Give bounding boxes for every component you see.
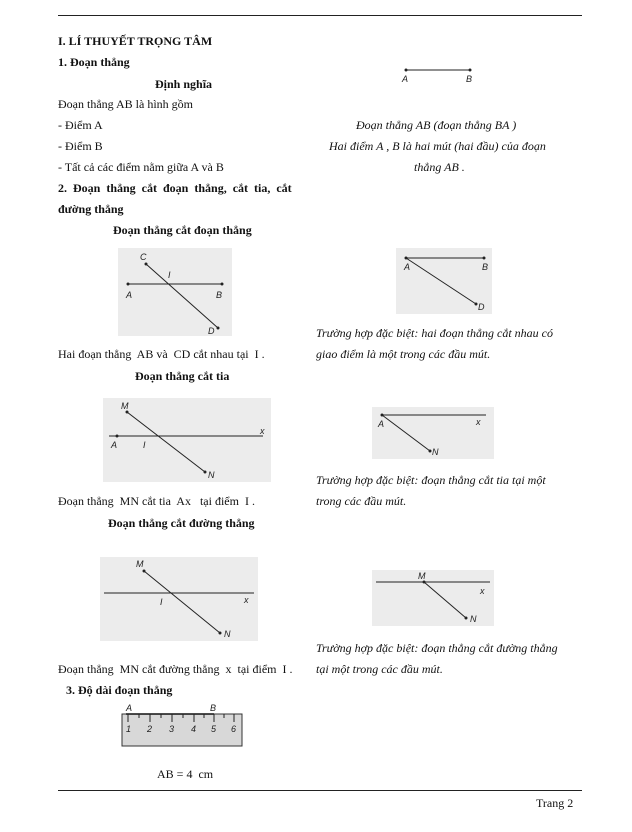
label-n: N [470, 614, 477, 624]
label-a: A [404, 262, 411, 272]
segments-endpoint-figure [396, 248, 492, 314]
ruler-tick-4: 4 [191, 724, 197, 734]
label-i: I [160, 597, 163, 607]
def-line-2: - Điểm A [58, 118, 103, 132]
label-n: N [208, 470, 215, 480]
segment-ray-figure [103, 398, 271, 482]
label-x: x [244, 595, 249, 605]
ruler-tick-2: 2 [147, 724, 153, 734]
ruler-tick-1: 1 [126, 724, 132, 734]
def-line-3: - Điểm B [58, 139, 103, 153]
sub1-special-1: Trường hợp đặc biệt: hai đoạn thẳng cắt nhau có [316, 326, 554, 340]
heading-2-line2: đường thẳng [58, 202, 124, 216]
segments-cross-figure [118, 248, 232, 336]
fig-label-b: B [466, 74, 473, 84]
fig-label-a: A [402, 74, 409, 84]
heading-1: 1. Đoạn thẳng [58, 55, 130, 69]
sub3-special-1: Trường hợp đặc biệt: đoạn thẳng cắt đường thẳng [316, 641, 558, 655]
label-x: x [476, 417, 481, 427]
label-a: A [111, 440, 118, 450]
label-m: M [136, 559, 144, 569]
sub3-title: Đoạn thẳng cắt đường thẳng [108, 516, 255, 530]
bottom-rule [58, 790, 582, 791]
label-x: x [480, 586, 485, 596]
top-rule [58, 15, 582, 16]
segment-caption-2: Hai điểm A , B là hai mút (hai đầu) của đoạn [329, 139, 546, 153]
label-d: D [478, 302, 485, 312]
label-a: A [126, 290, 133, 300]
sub1-special-2: giao điểm là một trong các đầu mút. [316, 347, 491, 361]
page-number: Trang 2 [536, 796, 574, 810]
label-m: M [121, 401, 129, 411]
line-endpoint-figure [372, 570, 494, 626]
ray-endpoint-figure [372, 407, 494, 459]
label-b: B [482, 262, 489, 272]
segment-figure [398, 64, 480, 84]
label-a: A [378, 419, 385, 429]
sub2-title: Đoạn thẳng cắt tia [135, 369, 230, 383]
label-n: N [432, 447, 439, 457]
sub1-title: Đoạn thẳng cắt đoạn thẳng [113, 223, 252, 237]
definition-title: Định nghĩa [155, 77, 213, 91]
ruler-figure [120, 702, 244, 748]
def-line-4: - Tất cả các điểm nằm giữa A và B [58, 160, 224, 174]
segment-line-figure [100, 557, 258, 641]
sub2-caption: Đoạn thẳng MN cắt tia Ax tại điểm I . [58, 494, 255, 508]
heading-3: 3. Độ dài đoạn thẳng [66, 683, 173, 697]
sub1-caption: Hai đoạn thẳng AB và CD cắt nhau tại I . [58, 347, 265, 361]
heading-2-line1: 2. Đoạn thẳng cắt đoạn thẳng, cắt tia, cắt [58, 181, 292, 195]
sub2-special-1: Trường hợp đặc biệt: đoạn thẳng cắt tia tại một [316, 473, 546, 487]
label-d: D [208, 326, 215, 336]
label-n: N [224, 629, 231, 639]
sub2-special-2: trong các đầu mút. [316, 494, 407, 508]
label-i: I [168, 270, 171, 280]
label-i: I [143, 440, 146, 450]
ruler-label-b: B [210, 703, 217, 713]
ruler-tick-6: 6 [231, 724, 237, 734]
segment-caption-3: thẳng AB . [414, 160, 465, 174]
length-formula: AB = 4 cm [157, 767, 214, 781]
def-line-1: Đoạn thẳng AB là hình gồm [58, 97, 193, 111]
section-title: I. LÍ THUYẾT TRỌNG TÂM [58, 34, 213, 48]
sub3-special-2: tại một trong các đầu mút. [316, 662, 443, 676]
label-x: x [260, 426, 265, 436]
segment-caption-1: Đoạn thẳng AB (đoạn thẳng BA ) [356, 118, 517, 132]
ruler-tick-3: 3 [169, 724, 175, 734]
ruler-tick-5: 5 [211, 724, 217, 734]
sub3-caption: Đoạn thẳng MN cắt đường thẳng x tại điểm I . [58, 662, 293, 676]
label-b: B [216, 290, 223, 300]
ruler-label-a: A [126, 703, 133, 713]
label-m: M [418, 571, 426, 581]
label-c: C [140, 252, 147, 262]
